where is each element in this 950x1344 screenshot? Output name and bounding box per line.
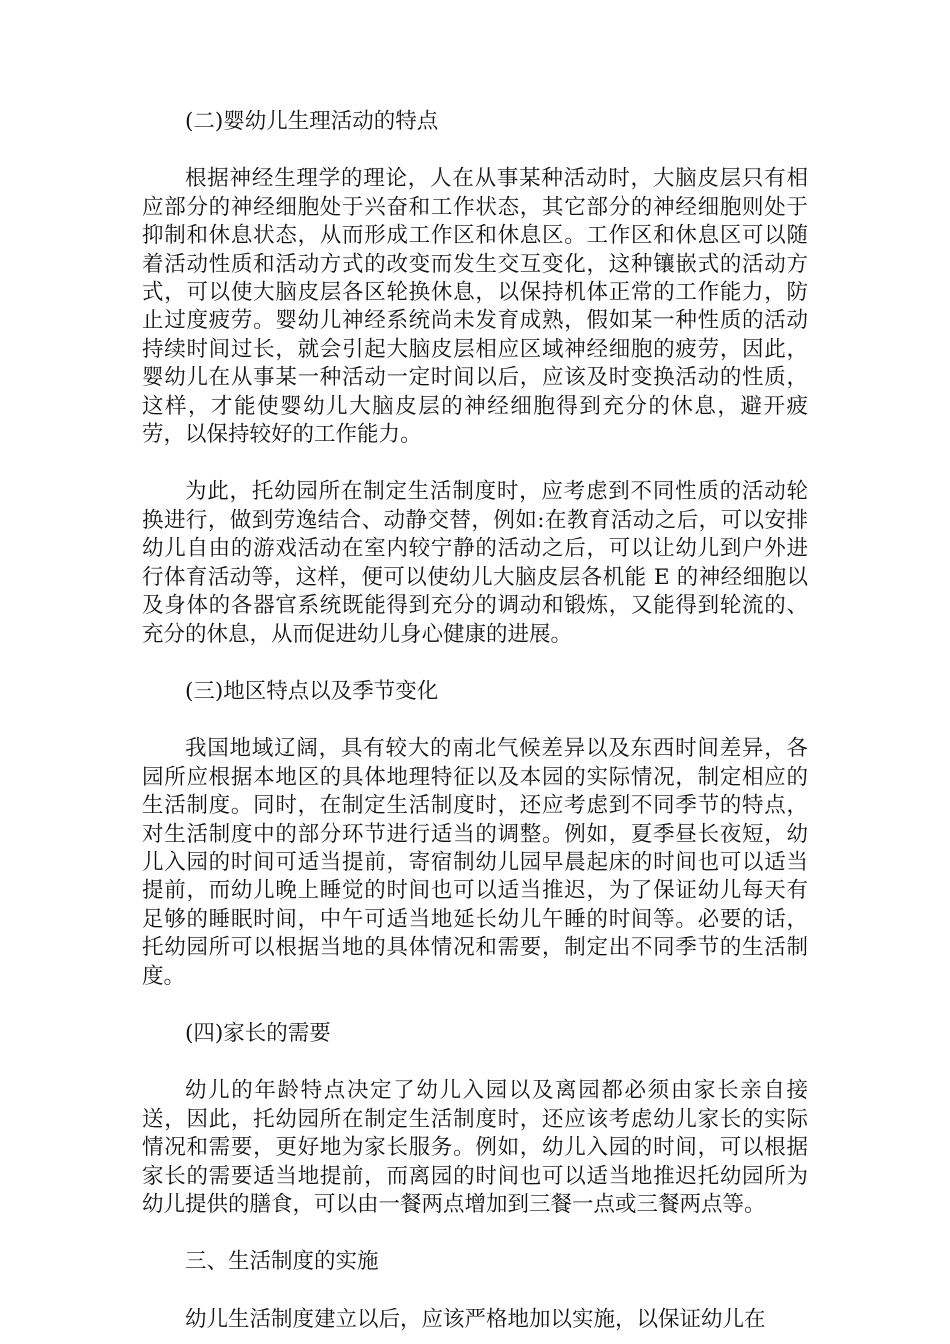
- paragraph-4: 幼儿的年龄特点决定了幼儿入园以及离园都必须由家长亲自接送，因此，托幼园所在制定生活制度时，还应该考虑幼儿家长的实际情况和需要，更好地为家长服务。例如，幼儿入园的时间，可以根据家长的需要适当地提前，而离园的时间也可以适当地推迟托幼园所为幼儿提供的膳食，可以由一餐两点增加到三餐一点或三餐两点等。: [142, 1078, 808, 1217]
- paragraph-5: 幼儿生活制度建立以后，应该严格地加以实施，以保证幼儿在: [185, 1306, 766, 1332]
- document-body: [142, 108, 808, 1334]
- paragraph-1: 根据神经生理学的理论，人在从事某种活动时，大脑皮层只有相应部分的神经细胞处于兴奋和工作状态，其它部分的神经细胞则处于抑制和休息状态，从而形成工作区和休息区。工作区和休息区可以随着活动性质和活动方式的改变而发生交互变化，这种镶嵌式的活动方式，可以使大脑皮层各区轮换休息，以保持机体正常的工作能力，防止过度疲劳。婴幼儿神经系统尚未发育成熟，假如某一种性质的活动持续时间过长，就会引起大脑皮层相应区域神经细胞的疲劳，因此，婴幼儿在从事某一种活动一定时间以后，应该及时变换活动的性质，这样，才能使婴幼儿大脑皮层的神经细胞得到充分的休息，避开疲劳，以保持较好的工作能力。: [142, 166, 808, 448]
- paragraph-2: 为此，托幼园所在制定生活制度时，应考虑到不同性质的活动轮换进行，做到劳逸结合、动静交替，例如:在教育活动之后，可以安排幼儿自由的游戏活动在室内较宁静的活动之后，可以让幼儿到户外进行体育活动等，这样，便可以使幼儿大脑皮层各机能 E 的神经细胞以及身体的各器官系统既能得到充分的调动和锻炼，又能得到轮流的、充分的休息，从而促进幼儿身心健康的进展。: [142, 479, 808, 647]
- chapter-heading-3: 三、生活制度的实施: [185, 1249, 379, 1275]
- section-heading-4: (四)家长的需要: [185, 1020, 331, 1046]
- section-heading-3: (三)地区特点以及季节变化: [185, 678, 439, 704]
- section-heading-2: (二)婴幼儿生理活动的特点: [185, 109, 439, 134]
- paragraph-3: 我国地域辽阔，具有较大的南北气候差异以及东西时间差异，各园所应根据本地区的具体地理特征以及本园的实际情况，制定相应的生活制度。同时，在制定生活制度时，还应考虑到不同季节的特点，对生活制度中的部分环节进行适当的调整。例如，夏季昼长夜短，幼儿入园的时间可适当提前，寄宿制幼儿园早晨起床的时间也可以适当提前，而幼儿晚上睡觉的时间也可以适当推迟，为了保证幼儿每天有足够的睡眠时间，中午可适当地延长幼儿午睡的时间等。必要的话，托幼园所可以根据当地的具体情况和需要，制定出不同季节的生活制度。: [142, 736, 808, 989]
